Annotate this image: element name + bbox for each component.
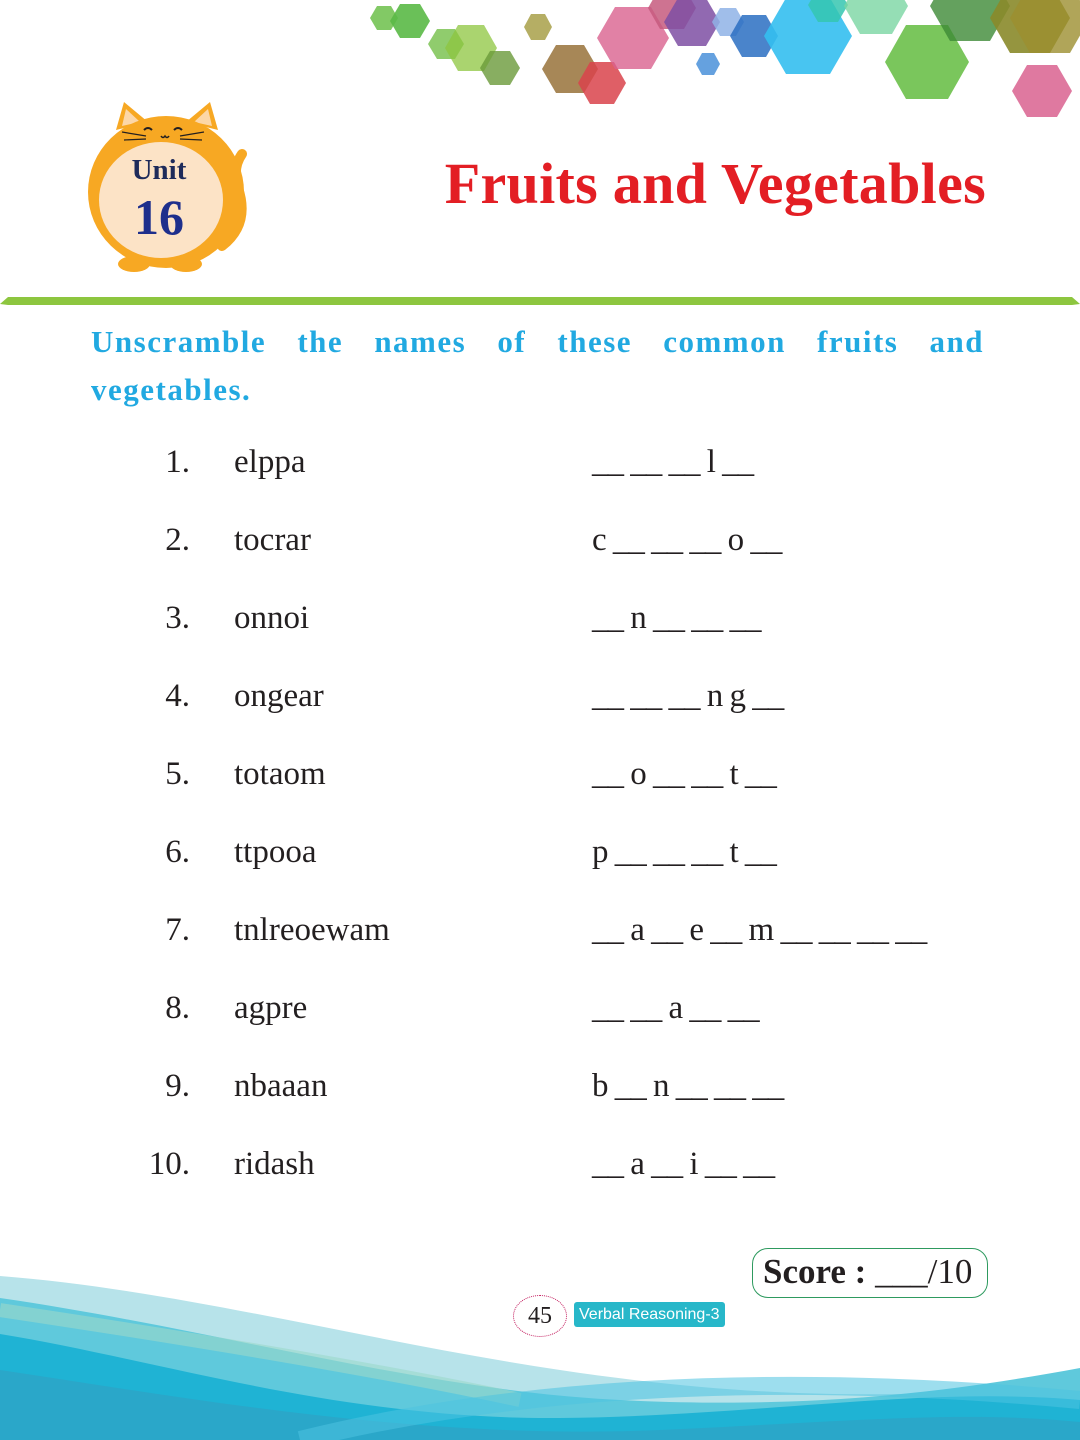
list-item	[0, 594, 1080, 672]
list-item	[0, 1062, 1080, 1140]
page-title: Fruits and Vegetables	[444, 151, 986, 216]
exercise-list	[0, 438, 1080, 1218]
divider-line	[0, 294, 1080, 308]
item-number: 8.	[165, 990, 190, 1026]
scrambled-word: nbaaan	[234, 1068, 328, 1104]
item-number: 6.	[165, 834, 190, 870]
list-item	[0, 984, 1080, 1062]
score-label: Score :	[763, 1252, 867, 1291]
answer-hint: p __ __ __ t __	[592, 834, 776, 870]
answer-hint: __ __ __ n g __	[592, 678, 784, 714]
page-number: 45	[513, 1295, 567, 1337]
score-blank: ___	[875, 1252, 928, 1291]
cat-icon	[88, 102, 244, 272]
book-title-tag: Verbal Reasoning-3	[574, 1302, 725, 1327]
list-item	[0, 1140, 1080, 1218]
scrambled-word: onnoi	[234, 600, 310, 636]
item-number: 4.	[165, 678, 190, 714]
scrambled-word: ridash	[234, 1146, 315, 1182]
scrambled-word: agpre	[234, 990, 308, 1026]
item-number: 7.	[165, 912, 190, 948]
answer-hint: __ a __ e __ m __ __ __ __	[592, 912, 927, 948]
unit-label: Unit	[131, 154, 187, 186]
item-number: 2.	[165, 522, 190, 558]
answer-hint: __ o __ __ t __	[592, 756, 776, 792]
list-item	[0, 750, 1080, 828]
list-item	[0, 906, 1080, 984]
instruction-text: Unscramble the names of these common fruits and vegetables.	[91, 324, 984, 407]
item-number: 5.	[165, 756, 190, 792]
list-item	[0, 438, 1080, 516]
answer-hint: b __ n __ __ __	[592, 1068, 784, 1104]
item-number: 10.	[148, 1146, 190, 1182]
answer-hint: __ n __ __ __	[592, 600, 761, 636]
score-box	[752, 1248, 988, 1298]
list-item	[0, 516, 1080, 594]
scrambled-word: ongear	[234, 678, 324, 714]
scrambled-word: elppa	[234, 444, 306, 480]
list-item	[0, 672, 1080, 750]
answer-hint: c __ __ __ o __	[592, 522, 782, 558]
scrambled-word: totaom	[234, 756, 326, 792]
unit-number: 16	[134, 189, 184, 245]
list-item	[0, 828, 1080, 906]
item-number: 3.	[165, 600, 190, 636]
score-text	[763, 1252, 972, 1292]
score-total: /10	[927, 1252, 973, 1291]
answer-hint: __ a __ i __ __	[592, 1146, 775, 1182]
scrambled-word: ttpooa	[234, 834, 317, 870]
scrambled-word: tocrar	[234, 522, 311, 558]
answer-hint: __ __ a __ __	[592, 990, 759, 1026]
answer-hint: __ __ __ l __	[592, 444, 754, 480]
item-number: 1.	[165, 444, 190, 480]
scrambled-word: tnlreoewam	[234, 912, 390, 948]
item-number: 9.	[165, 1068, 190, 1104]
hexagon-pattern	[370, 0, 1080, 117]
